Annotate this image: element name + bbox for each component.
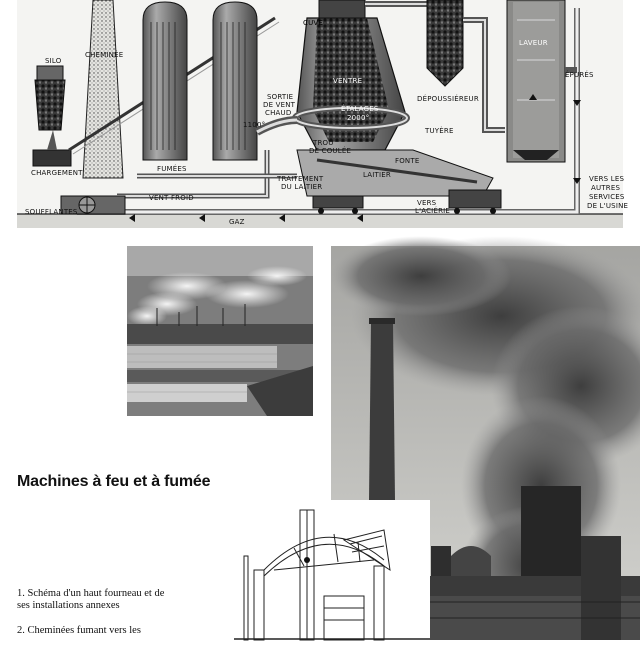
label-vers-acierie-1: VERS: [417, 199, 437, 207]
label-trou-2: DE COULÉE: [309, 147, 352, 155]
label-soufflantes: SOUFFLANTES: [25, 208, 78, 216]
blast-furnace-diagram: [17, 0, 629, 228]
label-laitier: LAITIER: [363, 171, 391, 179]
label-temp-2000: 2000°: [347, 114, 370, 122]
label-epures: ÉPURÉS: [565, 71, 594, 79]
label-sortie-2: DE VENT: [263, 101, 296, 109]
label-vers-autres-4: DE L'USINE: [587, 202, 629, 210]
label-chargement: CHARGEMENT: [31, 169, 83, 177]
label-vent-froid: VENT FROID: [149, 194, 194, 202]
caption-2: 2. Cheminées fumant vers les: [17, 625, 141, 636]
label-depoussiereur: DÉPOUSSIÉREUR: [417, 95, 479, 103]
label-fonte: FONTE: [395, 157, 420, 165]
label-tuyere: TUYÈRE: [425, 127, 454, 135]
blast-furnace-drawing: [17, 0, 623, 228]
label-etalages: ÉTALAGES: [341, 105, 379, 113]
label-vers-autres-2: AUTRES: [591, 184, 621, 192]
label-sortie-3: CHAUD: [265, 109, 292, 117]
label-temp-1100: 1100°: [243, 121, 266, 129]
label-cuve: CUVE: [303, 19, 324, 27]
label-laveur: LAVEUR: [519, 39, 548, 47]
section-heading: Machines à feu et à fumée: [17, 473, 211, 490]
label-vers-autres-1: VERS LES: [589, 175, 625, 183]
aerial-factory-image: [127, 246, 313, 416]
label-vers-acierie-2: L'ACIÉRIE: [415, 207, 451, 215]
label-ventre: VENTRE: [333, 77, 363, 85]
caption-1: 1. Schéma d'un haut fourneau et de ses installations annexes: [17, 588, 165, 611]
label-silo: SILO: [45, 57, 62, 65]
label-fumees: FUMÉES: [157, 165, 187, 173]
label-sortie-1: SORTIE: [267, 93, 294, 101]
beam-engine-drawing: [234, 500, 430, 640]
label-vers-autres-3: SERVICES: [589, 193, 625, 201]
label-traitement-2: DU LAITIER: [281, 183, 323, 191]
label-trou-1: TROU: [313, 139, 334, 147]
beam-engine-image: [234, 500, 430, 640]
label-cheminee: CHEMINÉE: [85, 51, 124, 59]
label-gaz: GAZ: [229, 218, 245, 226]
label-traitement-1: TRAITEMENT: [277, 175, 324, 183]
aerial-factory-photo: [127, 246, 313, 416]
